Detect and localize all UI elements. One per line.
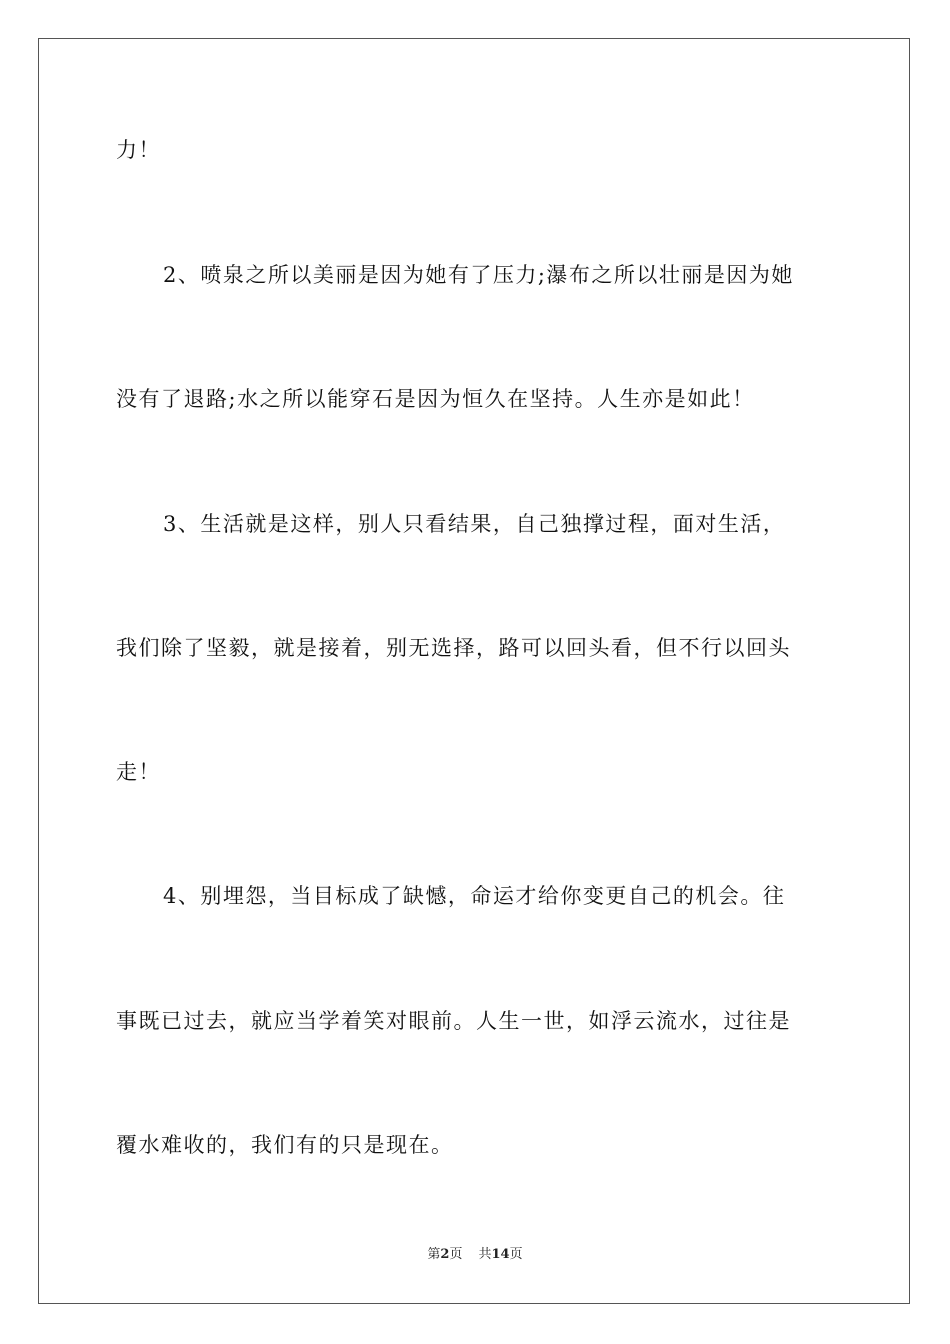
- page-footer: [0, 1246, 950, 1264]
- text-line-3: 没有了退路;水之所以能穿石是因为恒久在坚持。人生亦是如此！: [116, 387, 755, 411]
- text-line-9: 覆水难收的，我们有的只是现在。: [116, 1133, 454, 1157]
- total-suffix: 页: [509, 1247, 523, 1262]
- text-line-7: 4、别埋怨，当目标成了缺憾，命运才给你变更自己的机会。往: [163, 884, 786, 908]
- page-prefix: 第: [427, 1247, 441, 1262]
- text-line-1: 力！: [116, 138, 161, 162]
- total-prefix: 共: [478, 1247, 492, 1262]
- page-current-number: 2: [440, 1247, 450, 1262]
- text-line-8: 事既已过去，就应当学着笑对眼前。人生一世，如浮云流水，过往是: [116, 1009, 791, 1033]
- page-suffix: 页: [449, 1247, 463, 1262]
- text-line-6: 走！: [116, 760, 161, 784]
- text-line-5: 我们除了坚毅，就是接着，别无选择，路可以回头看，但不行以回头: [116, 636, 791, 660]
- page-total-number: 14: [491, 1247, 510, 1262]
- page-frame: [38, 38, 910, 1304]
- text-line-4: 3、生活就是这样，别人只看结果，自己独撑过程，面对生活，: [163, 512, 786, 536]
- text-line-2: 2、喷泉之所以美丽是因为她有了压力;瀑布之所以壮丽是因为她: [163, 263, 794, 287]
